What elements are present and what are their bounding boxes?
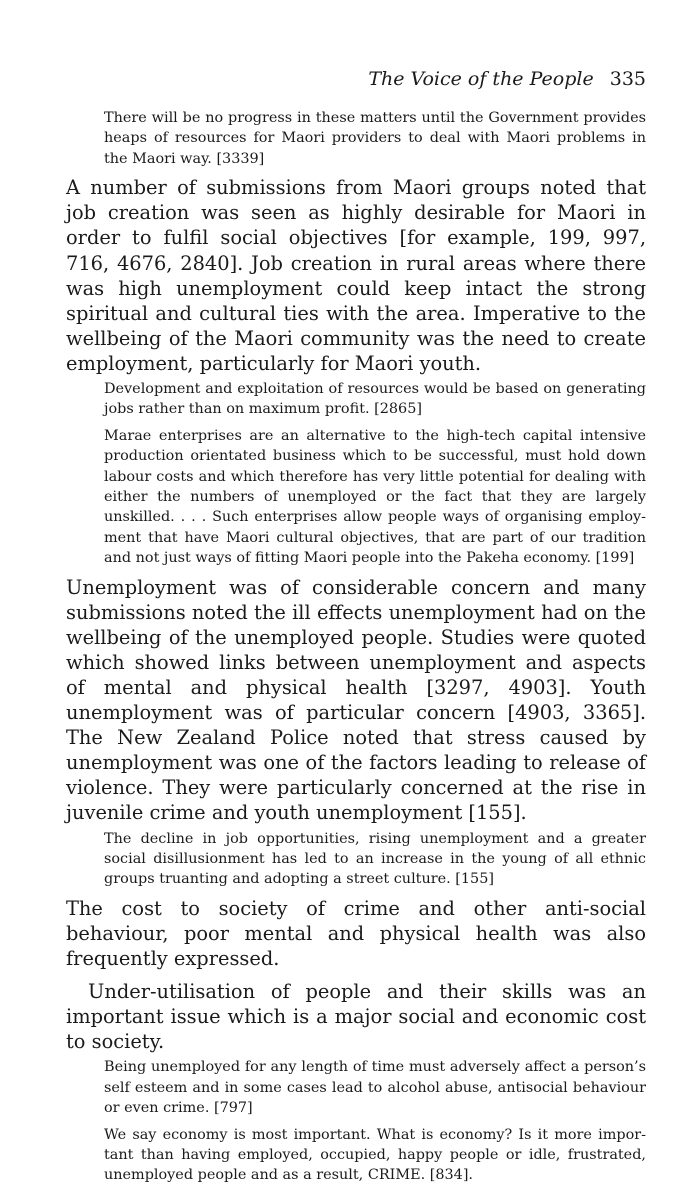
- book-page: [66, 66, 646, 1192]
- body-paragraph-indented: Under-utilisation of people and their skills was an important issue which is a major social and economic cost to society.: [66, 980, 646, 1054]
- block-quote: Being unemployed for any length of time must adversely affect a person’s self esteem and in some cases lead to alcohol abuse, antisocial behaviour or even crime. [797]: [104, 1059, 646, 1117]
- page-number: 335: [609, 68, 646, 90]
- block-quote: Marae enterprises are an alternative to the high-tech capital intensive production orientated business which to be successful, must hold down labour costs and which therefore has very little potential for dealing with either the numbers of unemployed or the fact that they are largely unskilled. . . . Such enterprises allow people ways of organising employment that have Maori cultural objectives, that are part of our tradition and not just ways of fitting Maori people into the Pakeha economy. [199]: [104, 427, 646, 567]
- body-paragraph: The cost to society of crime and other anti-social behaviour, poor mental and physical health was also frequently expressed.: [66, 896, 646, 970]
- block-quote: There will be no progress in these matters until the Government provides heaps of resources for Maori providers to deal with Maori problems in the Maori way. [3339]: [104, 110, 646, 167]
- running-header: [66, 66, 646, 104]
- block-quote: The decline in job opportunities, rising unemployment and a greater social disillusionment has led to an increase in the young of all ethnic groups truanting and adopting a street culture. [155]: [104, 830, 646, 888]
- block-quote: We say economy is most important. What is economy? Is it more important than having employed, occupied, happy people or idle, frustrated, unemployed people and as a result, CRIME. [834].: [104, 1126, 646, 1184]
- body-paragraph: Unemployment was of considerable concern and many submissions noted the ill effects unemployment had on the wellbeing of the unemployed people. Studies were quoted which showed links between unemployment and aspects of mental and physical health [3297, 4903]. Youth unemployment was of particular concern [4903, 3365]. The New Zealand Police noted that stress caused by unemployment was one of the factors leading to release of violence. They were particularly concerned at the rise in juvenile crime and youth unemployment [155].: [66, 575, 646, 825]
- running-header-title: The Voice of the People: [368, 68, 594, 90]
- body-paragraph: A number of submissions from Maori groups noted that job creation was seen as highly desirable for Maori in order to fulfil social objectives [for example, 199, 997, 716, 4676, 2840]. Job creation in rural areas where there was high unemployment could keep intact the strong spiritual and cultural ties with the area. Imperative to the wellbeing of the Maori community was the need to create employment, particularly for Maori youth.: [66, 176, 646, 375]
- block-quote: Development and exploitation of resources would be based on generating jobs rather than on maximum profit. [2865]: [104, 380, 646, 418]
